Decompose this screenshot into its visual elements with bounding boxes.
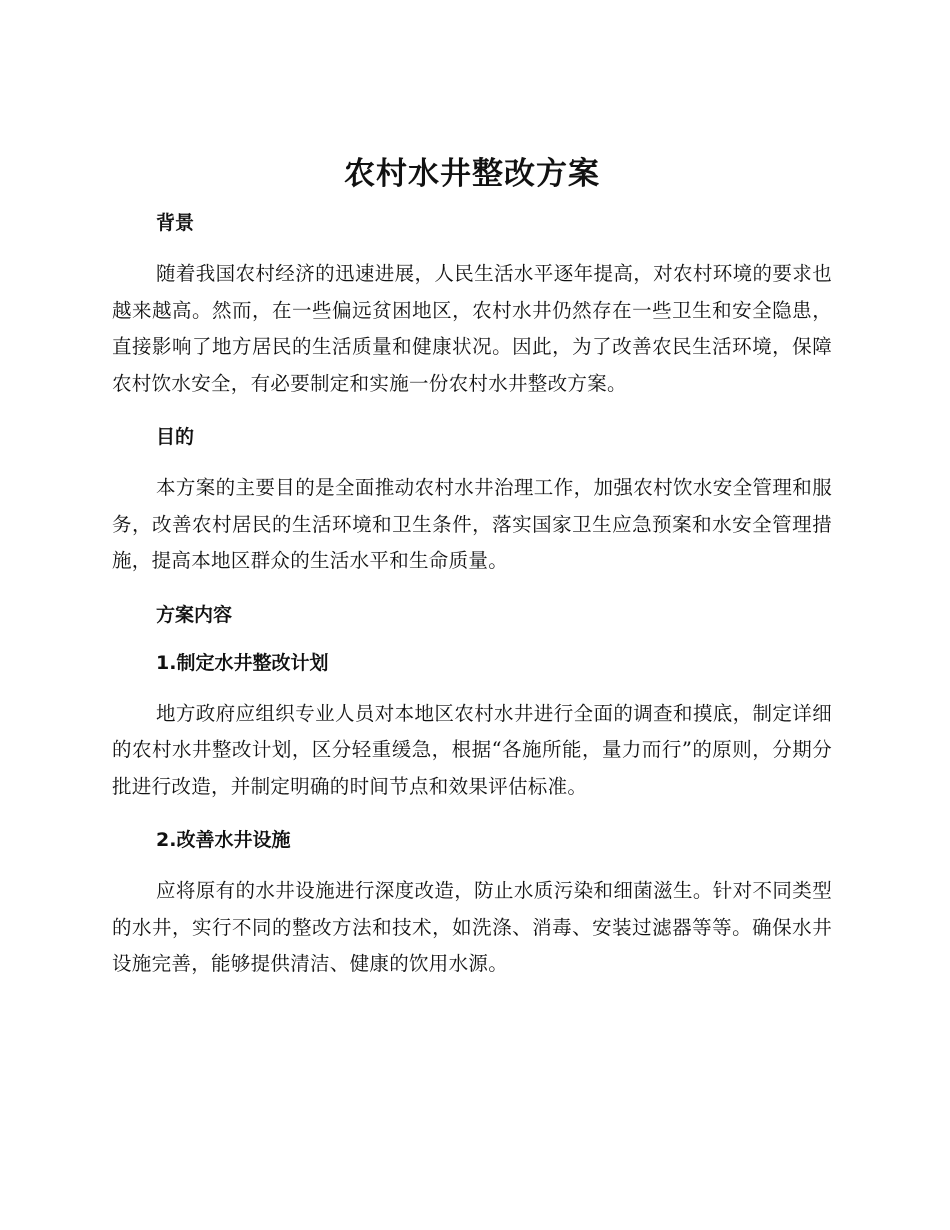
paragraph-purpose: 本方案的主要目的是全面推动农村水井治理工作，加强农村饮水安全管理和服务，改善农村居民的生活环境和卫生条件，落实国家卫生应急预案和水安全管理措施，提高本地区群众的生活水平和生命质量。	[112, 476, 832, 572]
spacer	[112, 450, 832, 470]
subsection-heading-facilities: 2.改善水井设施	[156, 829, 291, 851]
document-title: 农村水井整改方案	[344, 156, 600, 192]
spacer	[112, 236, 832, 256]
spacer	[112, 805, 832, 827]
spacer	[112, 628, 832, 650]
section-heading-background: 背景	[156, 212, 195, 234]
spacer	[112, 402, 832, 424]
paragraph-background: 随着我国农村经济的迅速进展，人民生活水平逐年提高，对农村环境的要求也越来越高。然而，在一些偏远贫困地区，农村水井仍然存在一些卫生和安全隐患，直接影响了地方居民的生活质量和健康状况。因此，为了改善农民生活环境，保障农村饮水安全，有必要制定和实施一份农村水井整改方案。	[112, 262, 832, 395]
spacer	[112, 853, 832, 873]
subsection-heading-plan: 1.制定水井整改计划	[156, 651, 329, 674]
section-heading-purpose: 目的	[156, 426, 195, 448]
paragraph-facilities: 应将原有的水井设施进行深度改造，防止水质污染和细菌滋生。针对不同类型的水井，实行不同的整改方法和技术，如洗涤、消毒、安装过滤器等等。确保水井设施完善，能够提供清洁、健康的饮用水源。	[112, 879, 832, 975]
spacer	[112, 676, 832, 696]
spacer	[112, 580, 832, 602]
paragraph-plan: 地方政府应组织专业人员对本地区农村水井进行全面的调查和摸底，制定详细的农村水井整改计划，区分轻重缓急，根据“各施所能，量力而行”的原则，分期分批进行改造，并制定明确的时间节点和效果评估标准。	[112, 701, 832, 798]
section-heading-content: 方案内容	[156, 603, 233, 626]
document-page	[112, 148, 832, 983]
